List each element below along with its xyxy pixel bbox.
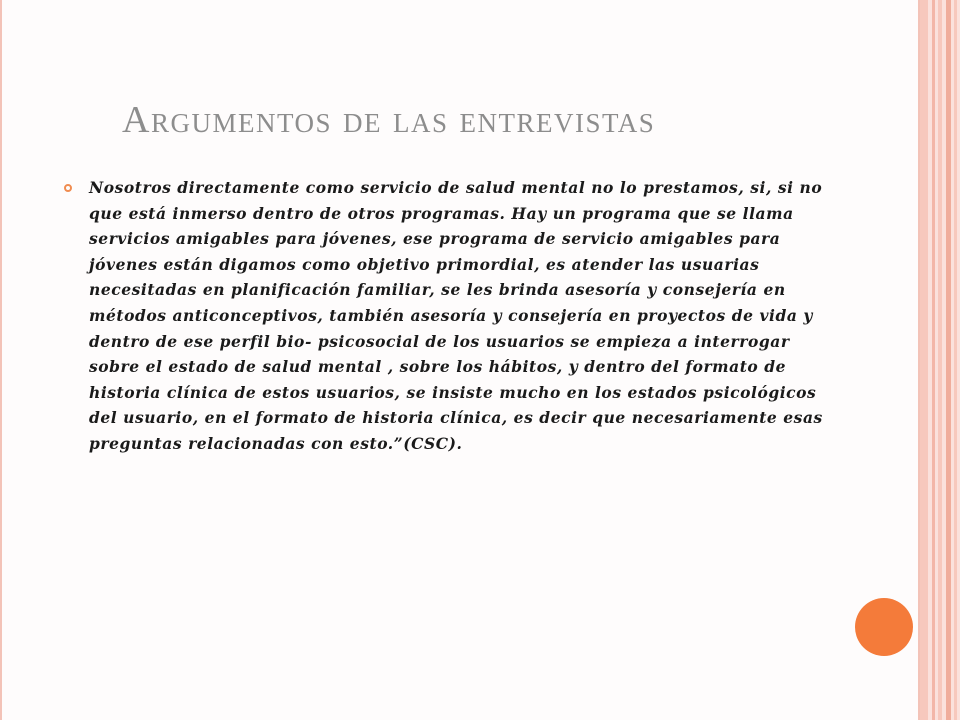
stripe bbox=[954, 0, 957, 720]
stripe bbox=[946, 0, 951, 720]
quote-paragraph: Nosotros directamente como servicio de salud mental no lo prestamos, si, si no que está inmerso dentro de otros programas. Hay un programa que se llama servicios amigables para jóvenes, ese programa de servicio amigables para jóvenes están digamos como objetivo primordial, es atender las usuarias necesitadas en planificación familiar, se les brinda asesoría y consejería en métodos anticonceptivos, también asesoría y consejería en proyectos de vida y dentro de ese perfil bio- psicosocial de los usuarios se empieza a interrogar sobre el estado de salud mental , sobre los hábitos, y dentro del formato de historia clínica de estos usuarios, se insiste mucho en los estados psicológicos del usuario, en el formato de historia clínica, es decir que necesariamente esas preguntas relacionadas con esto.”(CSC). bbox=[89, 178, 823, 453]
stripe bbox=[938, 0, 942, 720]
decorative-stripes bbox=[920, 0, 960, 720]
decorative-circle bbox=[855, 598, 913, 656]
bullet-icon bbox=[64, 184, 72, 192]
slide-title: Argumentos de las entrevistas bbox=[122, 99, 656, 141]
stripe bbox=[932, 0, 935, 720]
stripe bbox=[920, 0, 928, 720]
